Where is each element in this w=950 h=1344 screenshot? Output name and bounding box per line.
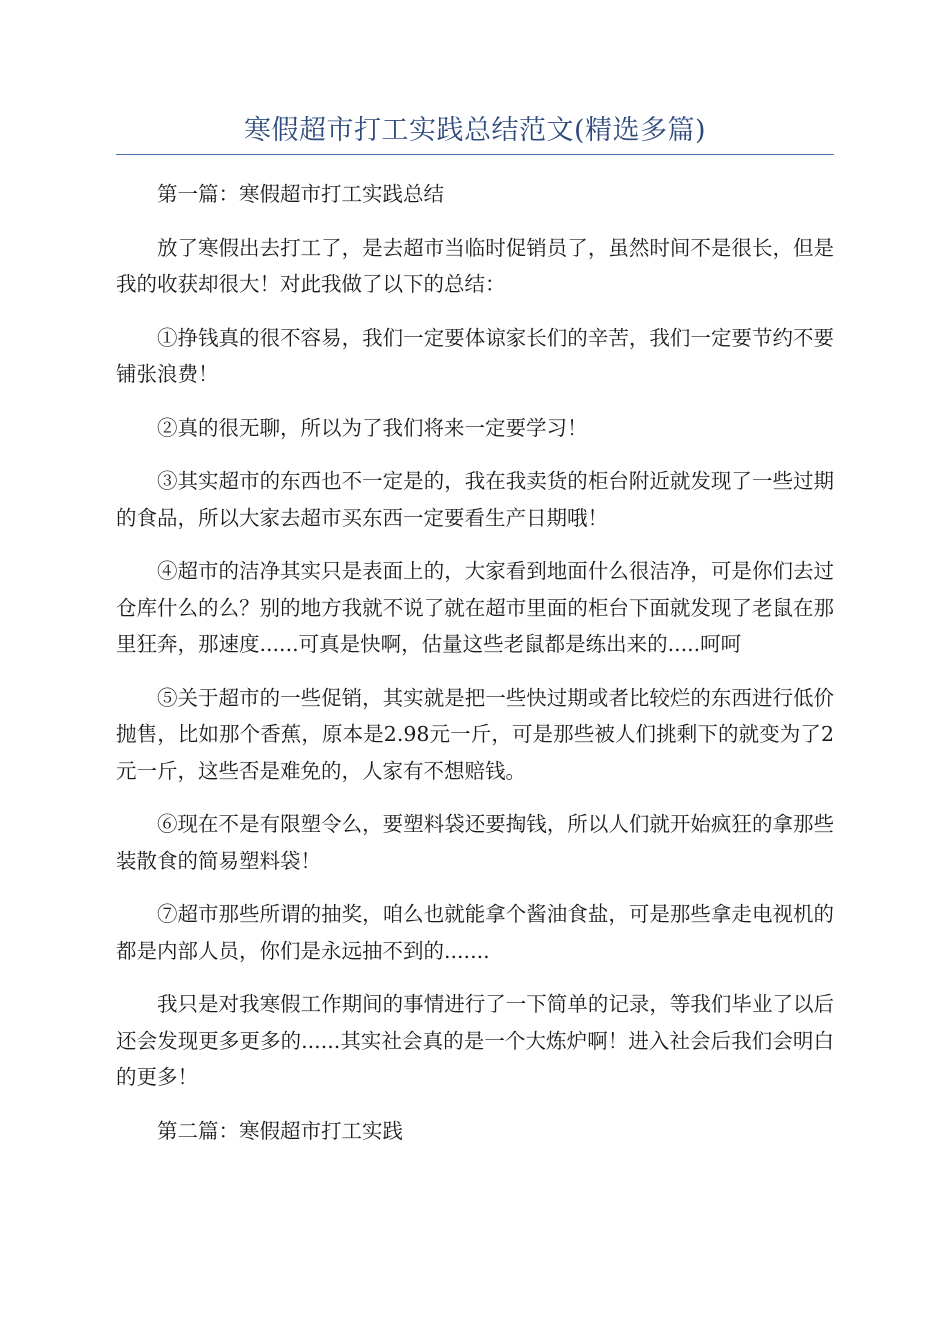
title-underline bbox=[116, 154, 834, 155]
paragraph-point-4: ④超市的洁净其实只是表面上的，大家看到地面什么很洁净，可是你们去过仓库什么的么？别的地方我就不说了就在超市里面的柜台下面就发现了老鼠在那里狂奔，那速度......可真是快啊，估量这些老鼠都是练出来的.....呵呵 bbox=[116, 559, 834, 656]
document-body bbox=[116, 176, 834, 1166]
paragraph-point-3: ③其实超市的东西也不一定是的，我在我卖货的柜台附近就发现了一些过期的食品，所以大家去超市买东西一定要看生产日期哦！ bbox=[116, 469, 834, 530]
document-title: 寒假超市打工实践总结范文(精选多篇) bbox=[243, 115, 707, 146]
paragraph-point-1: ①挣钱真的很不容易，我们一定要体谅家长们的辛苦，我们一定要节约不要铺张浪费！ bbox=[116, 325, 834, 386]
paragraph-point-7: ⑦超市那些所谓的抽奖，咱么也就能拿个酱油食盐，可是那些拿走电视机的都是内部人员，你们是永远抽不到的....... bbox=[116, 902, 834, 963]
section-heading-1: 第一篇：寒假超市打工实践总结 bbox=[157, 182, 444, 206]
paragraph-point-5: ⑤关于超市的一些促销，其实就是把一些快过期或者比较烂的东西进行低价抛售，比如那个香蕉，原本是2.98元一斤，可是那些被人们挑剩下的就变为了2元一斤，这些否是难免的，人家有不想赔钱。 bbox=[116, 685, 834, 783]
paragraph-intro: 放了寒假出去打工了，是去超市当临时促销员了，虽然时间不是很长，但是我的收获却很大！对此我做了以下的总结： bbox=[116, 235, 834, 296]
paragraph-conclusion: 我只是对我寒假工作期间的事情进行了一下简单的记录，等我们毕业了以后还会发现更多更多的......其实社会真的是一个大炼炉啊！进入社会后我们会明白的更多！ bbox=[116, 992, 834, 1089]
paragraph-point-2: ②真的很无聊，所以为了我们将来一定要学习！ bbox=[157, 415, 588, 440]
section-heading-2: 第二篇：寒假超市打工实践 bbox=[157, 1118, 403, 1143]
paragraph-point-6: ⑥现在不是有限塑令么，要塑料袋还要掏钱，所以人们就开始疯狂的拿那些装散食的简易塑料袋！ bbox=[116, 812, 834, 873]
